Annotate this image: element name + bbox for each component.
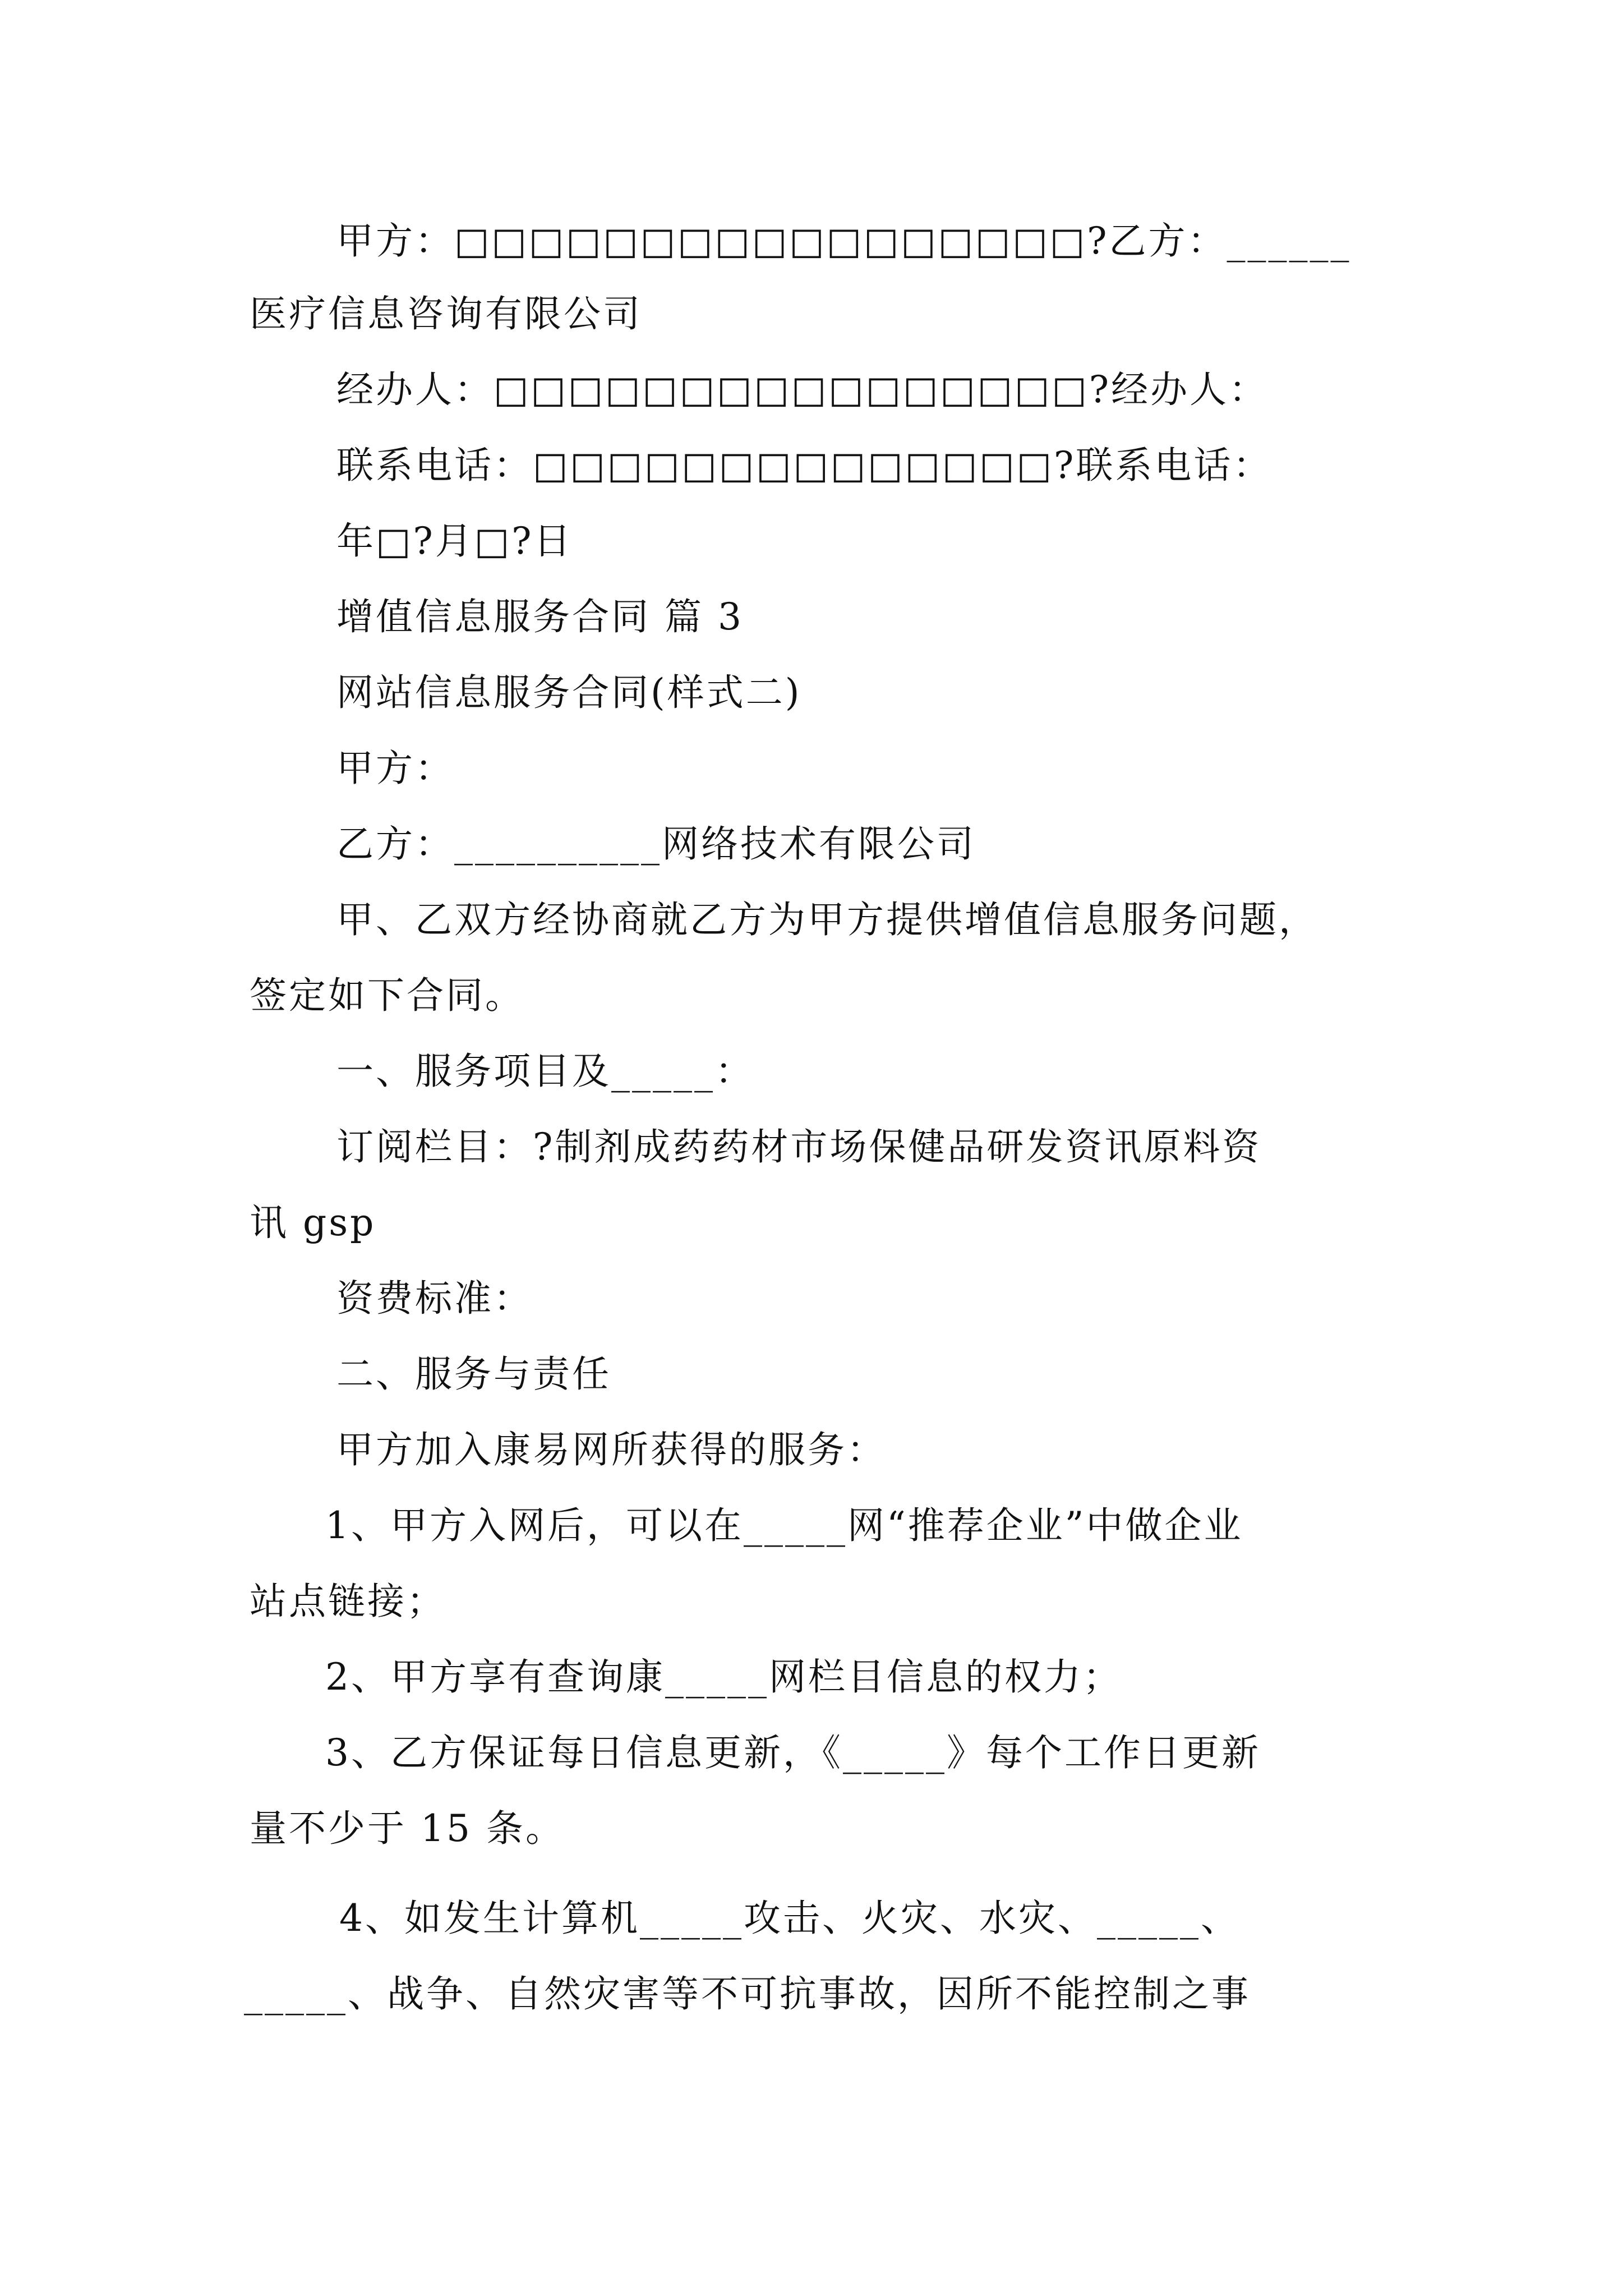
agent-line: 经办人：□□□□□□□□□□□□□□□□?经办人： bbox=[336, 368, 1269, 411]
phone-line: 联系电话：□□□□□□□□□□□□□□?联系电话： bbox=[336, 444, 1272, 487]
item-1-line-1: 1、甲方入网后，可以在_____网“推荐企业”中做企业 bbox=[325, 1504, 1243, 1547]
party-a-line: 甲方：□□□□□□□□□□□□□□□□□?乙方：______ bbox=[336, 219, 1352, 263]
subscription-line-1: 订阅栏目：?制剂成药药材市场保健品研发资讯原料资 bbox=[336, 1125, 1262, 1168]
section-title: 增值信息服务合同 篇 3 bbox=[336, 595, 744, 638]
clause-1-heading: 一、服务项目及_____： bbox=[336, 1050, 754, 1093]
clause-2-heading: 二、服务与责任 bbox=[336, 1352, 611, 1396]
intro-paragraph-line-2: 签定如下合同。 bbox=[250, 974, 524, 1017]
party-b-line: 乙方：__________网络技术有限公司 bbox=[336, 822, 976, 866]
company-name-line: 医疗信息咨询有限公司 bbox=[250, 292, 642, 335]
item-4-line-2: _____、战争、自然灾害等不可抗事故，因所不能控制之事 bbox=[244, 1972, 1251, 2016]
fee-standard: 资费标准： bbox=[336, 1277, 533, 1320]
contract-title: 网站信息服务合同(样式二) bbox=[336, 671, 802, 714]
item-4-line-1: 4、如发生计算机_____攻击、火灾、水灾、_____、 bbox=[339, 1897, 1240, 1940]
services-intro: 甲方加入康易网所获得的服务： bbox=[336, 1428, 886, 1471]
item-3-line-2: 量不少于 15 条。 bbox=[250, 1807, 565, 1850]
item-1-line-2: 站点链接； bbox=[250, 1580, 446, 1623]
party-a-label: 甲方： bbox=[336, 747, 454, 790]
date-line: 年□?月□?日 bbox=[336, 519, 573, 563]
item-2: 2、甲方享有查询康_____网栏目信息的权力； bbox=[325, 1655, 1122, 1699]
intro-paragraph-line-1: 甲、乙双方经协商就乙方为甲方提供增值信息服务问题， bbox=[336, 898, 1318, 941]
item-3-line-1: 3、乙方保证每日信息更新，《_____》每个工作日更新 bbox=[325, 1731, 1261, 1774]
subscription-line-2: 讯 gsp bbox=[250, 1201, 376, 1244]
